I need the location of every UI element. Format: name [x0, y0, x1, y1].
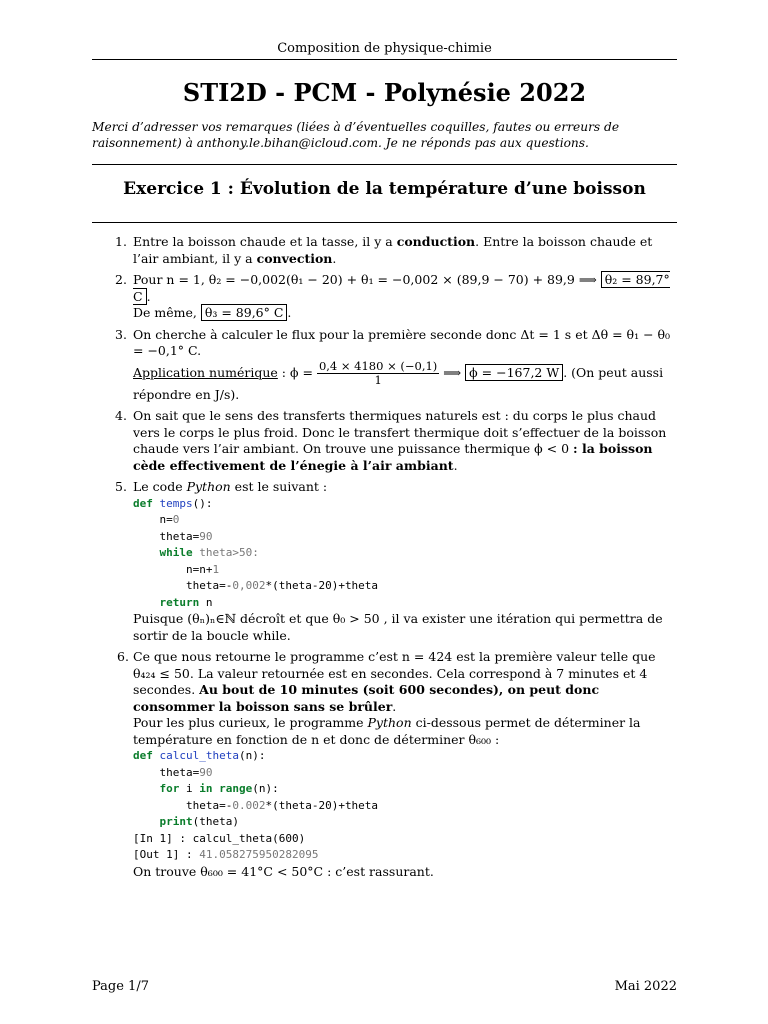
text: ci-dessous permet de déterminer la température en fonction de n et donc de déterminer θ₆₀₀ :	[133, 715, 641, 747]
item-number: 2.	[115, 272, 127, 287]
code-token: 0	[172, 513, 180, 526]
code-token: 1	[212, 562, 220, 576]
code-token: *(theta-20)+theta	[265, 798, 379, 812]
text: De même,	[133, 305, 201, 320]
exercise-title: Exercice 1 : Évolution de la température d’une boisson	[123, 179, 646, 199]
code-token: theta=-	[185, 579, 233, 592]
code-token: while	[159, 546, 193, 559]
document-page	[92, 0, 677, 1024]
text: Python	[186, 479, 231, 494]
code-token: (n):	[252, 782, 279, 795]
code-token: print	[159, 815, 193, 828]
divider	[92, 59, 677, 60]
code-token: ():	[192, 496, 213, 510]
text: On sait que le sens des transferts thermiques naturels est : du corps le plus chaud vers le corps le plus froid. Donc le transfert thermique doit s’effectuer de la boisson chaude vers l’air ambiant. On trouve une puissance thermique ϕ < 0	[133, 408, 667, 456]
code-token: [In 1] : calcul_theta(600)	[133, 831, 306, 845]
list-item	[92, 234, 677, 267]
code-token: def	[133, 749, 153, 762]
code-token: n=	[159, 513, 173, 526]
boxed-result: θ₂ = 89,7° C	[133, 272, 670, 304]
text: Pour les plus curieux, le programme	[133, 715, 368, 730]
code-token: *(theta-20)+theta	[265, 579, 379, 592]
list-item	[92, 649, 677, 880]
numerator: 0,4 × 4180 × (−0,1)	[318, 358, 438, 373]
text: Entre la boisson chaude et la tasse, il y a	[133, 234, 397, 249]
item-number: 6.	[117, 649, 129, 664]
code-token: temps	[159, 496, 193, 510]
list-item	[92, 327, 677, 404]
author-note: Merci d’adresser vos remarques (liées à d’éventuelles coquilles, fautes ou erreurs de raisonnement) à anthony.le.bihan@icloud.com. Je ne réponds pas aux questions.	[92, 120, 620, 150]
code-token: (n):	[238, 749, 266, 762]
code-block	[133, 748, 677, 864]
boxed-result: ϕ = −167,2 W	[465, 364, 563, 381]
divider	[92, 164, 677, 165]
code-token: 0,002	[232, 579, 266, 592]
equation: Pour n = 1, θ₂ = −0,002(θ₁ − 20) + θ₁ = −0,002 × (89,9 − 70) + 89,9 ⟹	[133, 272, 601, 287]
code-token: return	[159, 595, 200, 609]
footer-date: Mai 2022	[614, 979, 677, 994]
text: Python	[367, 715, 412, 730]
divider	[92, 222, 677, 223]
code-token: theta=	[159, 765, 200, 779]
code-token: def	[133, 496, 153, 510]
boxed-result: θ₃ = 89,6° C	[201, 304, 288, 321]
code-token: in	[199, 782, 213, 795]
code-token: theta=-	[185, 798, 233, 812]
page-title: STI2D - PCM - Polynésie 2022	[182, 78, 587, 107]
fraction	[317, 360, 439, 387]
code-token: i	[179, 782, 200, 795]
text: .	[332, 250, 337, 266]
code-token: n	[199, 595, 213, 609]
text: : ϕ =	[277, 364, 317, 380]
code-token: theta=	[159, 529, 200, 543]
item-number: 3.	[115, 326, 127, 342]
item-number: 5.	[115, 479, 127, 494]
text: Le code	[133, 479, 187, 494]
text: Ce que nous retourne le programme c’est n = 424 est la première valeur telle que θ₄₂₄ ≤ 50. La valeur retournée est en secondes. Cela correspond à 7 minutes et 4 secondes.	[133, 649, 656, 697]
text: est le suivant :	[230, 479, 328, 494]
text: .	[453, 457, 458, 473]
text: Puisque (θₙ)ₙ∈ℕ décroît et que θ₀ > 50 , il va exister une itération qui permettra de sortir de la boucle while.	[133, 611, 663, 643]
code-token: calcul_theta	[159, 749, 239, 762]
list-item	[92, 479, 677, 644]
text: .	[392, 698, 397, 714]
item-number: 1.	[115, 234, 127, 249]
list-item: 2. Pour n = 1, θ₂ = −0,002(θ₁ − 20) + θ₁ = −0,002 × (89,9 − 70) + 89,9 ⟹ θ₂ = 89,7° C . De même, θ₃ = 89,6° C .	[115, 272, 670, 320]
code-token: [Out 1] :	[133, 848, 200, 861]
label: Application numérique	[133, 364, 278, 380]
code-token: 41.058275950282095	[199, 848, 319, 861]
text: . (On peut aussi répondre en J/s).	[133, 364, 664, 402]
code-token: 90	[199, 529, 213, 543]
text: . Entre la boisson chaude et l’air ambiant, il y a	[133, 234, 653, 266]
conclusion: Au bout de 10 minutes (soit 600 secondes), on peut donc consommer la boisson sans se brûler	[133, 682, 600, 714]
keyword: convection	[256, 250, 333, 266]
page-number: Page 1/7	[92, 979, 149, 994]
answer-list	[92, 234, 677, 880]
list-item	[92, 408, 677, 474]
code-token: (theta)	[192, 815, 239, 828]
text: On trouve θ₆₀₀ = 41°C < 50°C : c’est rassurant.	[133, 863, 434, 879]
denominator: 1	[374, 372, 382, 387]
code-token: for	[159, 782, 180, 795]
running-head: Composition de physique-chimie	[277, 41, 492, 56]
conclusion: : la boisson cède effectivement de l’énegie à l’air ambiant	[133, 441, 653, 473]
code-token: 0.002	[232, 798, 266, 812]
item-number: 4.	[115, 408, 127, 423]
code-token: n=n+	[185, 562, 213, 576]
code-token: range	[212, 782, 253, 795]
text: ⟹	[439, 364, 466, 380]
code-token: theta>50:	[192, 546, 259, 559]
code-block	[133, 496, 677, 612]
code-token: 90	[199, 765, 213, 779]
text: On cherche à calculer le flux pour la première seconde donc Δt = 1 s et Δθ = θ₁ − θ₀ = −0,1° C.	[133, 326, 671, 358]
keyword: conduction	[396, 234, 476, 249]
